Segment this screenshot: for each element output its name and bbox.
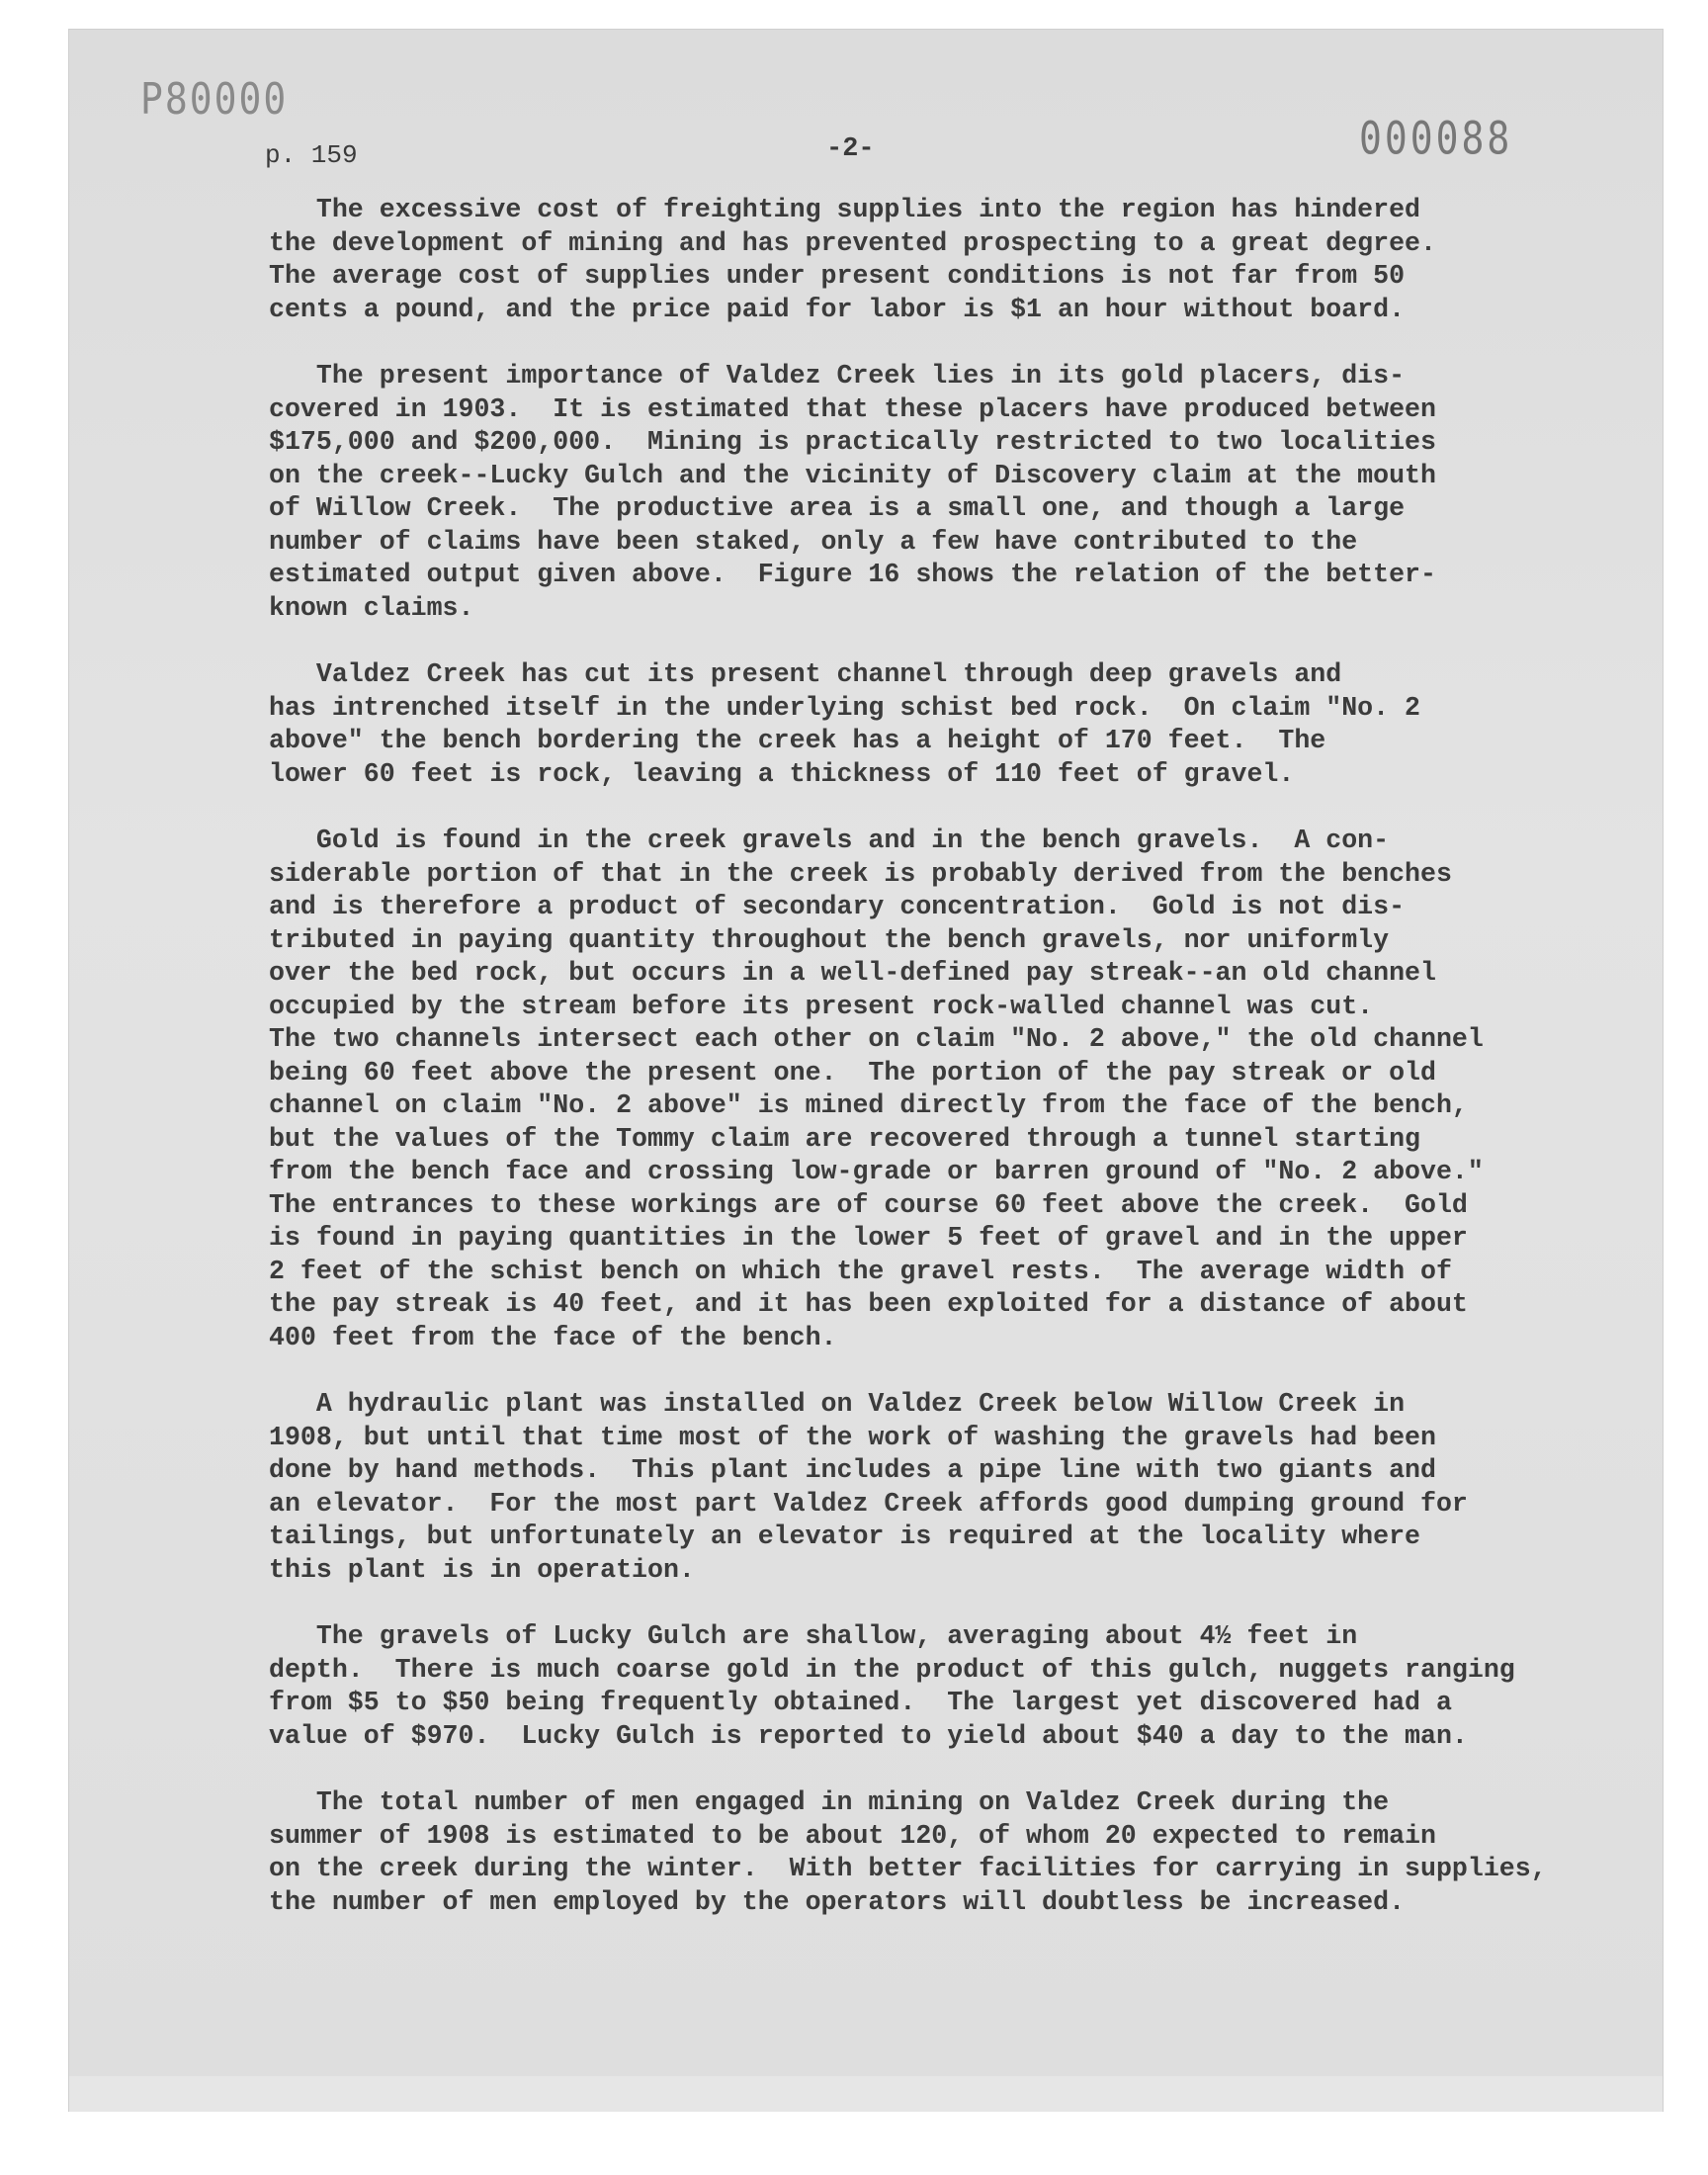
text-line: Valdez Creek has cut its present channel through deep gravels and: [269, 659, 1342, 689]
text-line: over the bed rock, but occurs in a well-defined pay streak--an old channel: [269, 958, 1436, 988]
text-line: from $5 to $50 being frequently obtained. The largest yet discovered had a: [269, 1688, 1452, 1717]
text-line: an elevator. For the most part Valdez Creek affords good dumping ground for: [269, 1488, 1468, 1519]
paragraph-4: [269, 825, 1643, 1354]
text-line: the development of mining and has prevented prospecting to a great degree.: [269, 227, 1436, 258]
archive-stamp-number: 000088: [1359, 112, 1513, 165]
text-line: A hydraulic plant was installed on Valdez Creek below Willow Creek in: [269, 1389, 1406, 1419]
text-line: siderable portion of that in the creek is probably derived from the benches: [269, 858, 1452, 889]
text-line: The two channels intersect each other on claim "No. 2 above," the old channel: [269, 1024, 1484, 1054]
text-line: being 60 feet above the present one. The portion of the pay streak or old: [269, 1057, 1436, 1088]
text-line: tailings, but unfortunately an elevator is required at the locality where: [269, 1522, 1420, 1551]
text-line: but the values of the Tommy claim are recovered through a tunnel starting: [269, 1123, 1420, 1154]
paragraph-5: [269, 1388, 1643, 1587]
page-reference: p. 159: [265, 140, 358, 170]
text-line: on the creek--Lucky Gulch and the vicinity of Discovery claim at the mouth: [269, 460, 1436, 490]
text-line: depth. There is much coarse gold in the product of this gulch, nuggets ranging: [269, 1654, 1515, 1685]
text-line: covered in 1903. It is estimated that these placers have produced between: [269, 393, 1436, 424]
text-line: this plant is in operation.: [269, 1554, 695, 1585]
text-line: cents a pound, and the price paid for labor is $1 an hour without board.: [269, 294, 1406, 324]
paragraph-3: [269, 658, 1643, 791]
text-line: 400 feet from the face of the bench.: [269, 1322, 837, 1352]
archive-stamp-top: P80000: [140, 73, 289, 125]
text-line: has intrenched itself in the underlying schist bed rock. On claim "No. 2: [269, 692, 1420, 723]
document-body: [269, 194, 1643, 1953]
text-line: The average cost of supplies under present conditions is not far from 50: [269, 261, 1406, 291]
text-line: 1908, but until that time most of the work of washing the gravels had been: [269, 1422, 1436, 1452]
page-number: -2-: [826, 134, 875, 164]
text-line: 2 feet of the schist bench on which the gravel rests. The average width of: [269, 1256, 1452, 1286]
text-line: on the creek during the winter. With better facilities for carrying in supplies,: [269, 1854, 1547, 1883]
text-line: the number of men employed by the operators will doubtless be increased.: [269, 1886, 1406, 1917]
text-line: summer of 1908 is estimated to be about 120, of whom 20 expected to remain: [269, 1820, 1436, 1851]
paragraph-1: [269, 194, 1643, 326]
text-line: done by hand methods. This plant includes a pipe line with two giants and: [269, 1455, 1436, 1485]
text-line: channel on claim "No. 2 above" is mined directly from the face of the bench,: [269, 1090, 1468, 1120]
text-line: of Willow Creek. The productive area is a small one, and though a large: [269, 493, 1406, 523]
text-line: above" the bench bordering the creek has a height of 170 feet. The: [269, 726, 1326, 755]
text-line: number of claims have been staked, only a few have contributed to the: [269, 526, 1358, 557]
text-line: the pay streak is 40 feet, and it has been exploited for a distance of about: [269, 1289, 1468, 1319]
text-line: Gold is found in the creek gravels and in the bench gravels. A con-: [269, 826, 1390, 855]
text-line: value of $970. Lucky Gulch is reported to yield about $40 a day to the man.: [269, 1720, 1468, 1751]
text-line: lower 60 feet is rock, leaving a thickness of 110 feet of gravel.: [269, 758, 1295, 789]
text-line: is found in paying quantities in the lower 5 feet of gravel and in the upper: [269, 1223, 1468, 1253]
text-line: The gravels of Lucky Gulch are shallow, averaging about 4½ feet in: [269, 1621, 1358, 1651]
text-line: The excessive cost of freighting supplies into the region has hindered: [269, 195, 1420, 224]
text-line: known claims.: [269, 592, 474, 623]
text-line: from the bench face and crossing low-grade or barren ground of "No. 2 above.": [269, 1157, 1484, 1186]
paragraph-7: [269, 1786, 1643, 1919]
text-line: The total number of men engaged in mining on Valdez Creek during the: [269, 1787, 1390, 1817]
text-line: occupied by the stream before its present rock-walled channel was cut.: [269, 991, 1374, 1021]
text-line: $175,000 and $200,000. Mining is practically restricted to two localities: [269, 427, 1436, 457]
text-line: estimated output given above. Figure 16 shows the relation of the better-: [269, 560, 1436, 589]
paragraph-2: [269, 360, 1643, 625]
text-line: and is therefore a product of secondary concentration. Gold is not dis-: [269, 892, 1406, 921]
page-bottom-edge: [69, 2076, 1663, 2112]
paragraph-6: [269, 1620, 1643, 1753]
text-line: The entrances to these workings are of course 60 feet above the creek. Gold: [269, 1189, 1468, 1220]
text-line: The present importance of Valdez Creek lies in its gold placers, dis-: [269, 361, 1406, 391]
text-line: tributed in paying quantity throughout the bench gravels, nor uniformly: [269, 924, 1390, 955]
